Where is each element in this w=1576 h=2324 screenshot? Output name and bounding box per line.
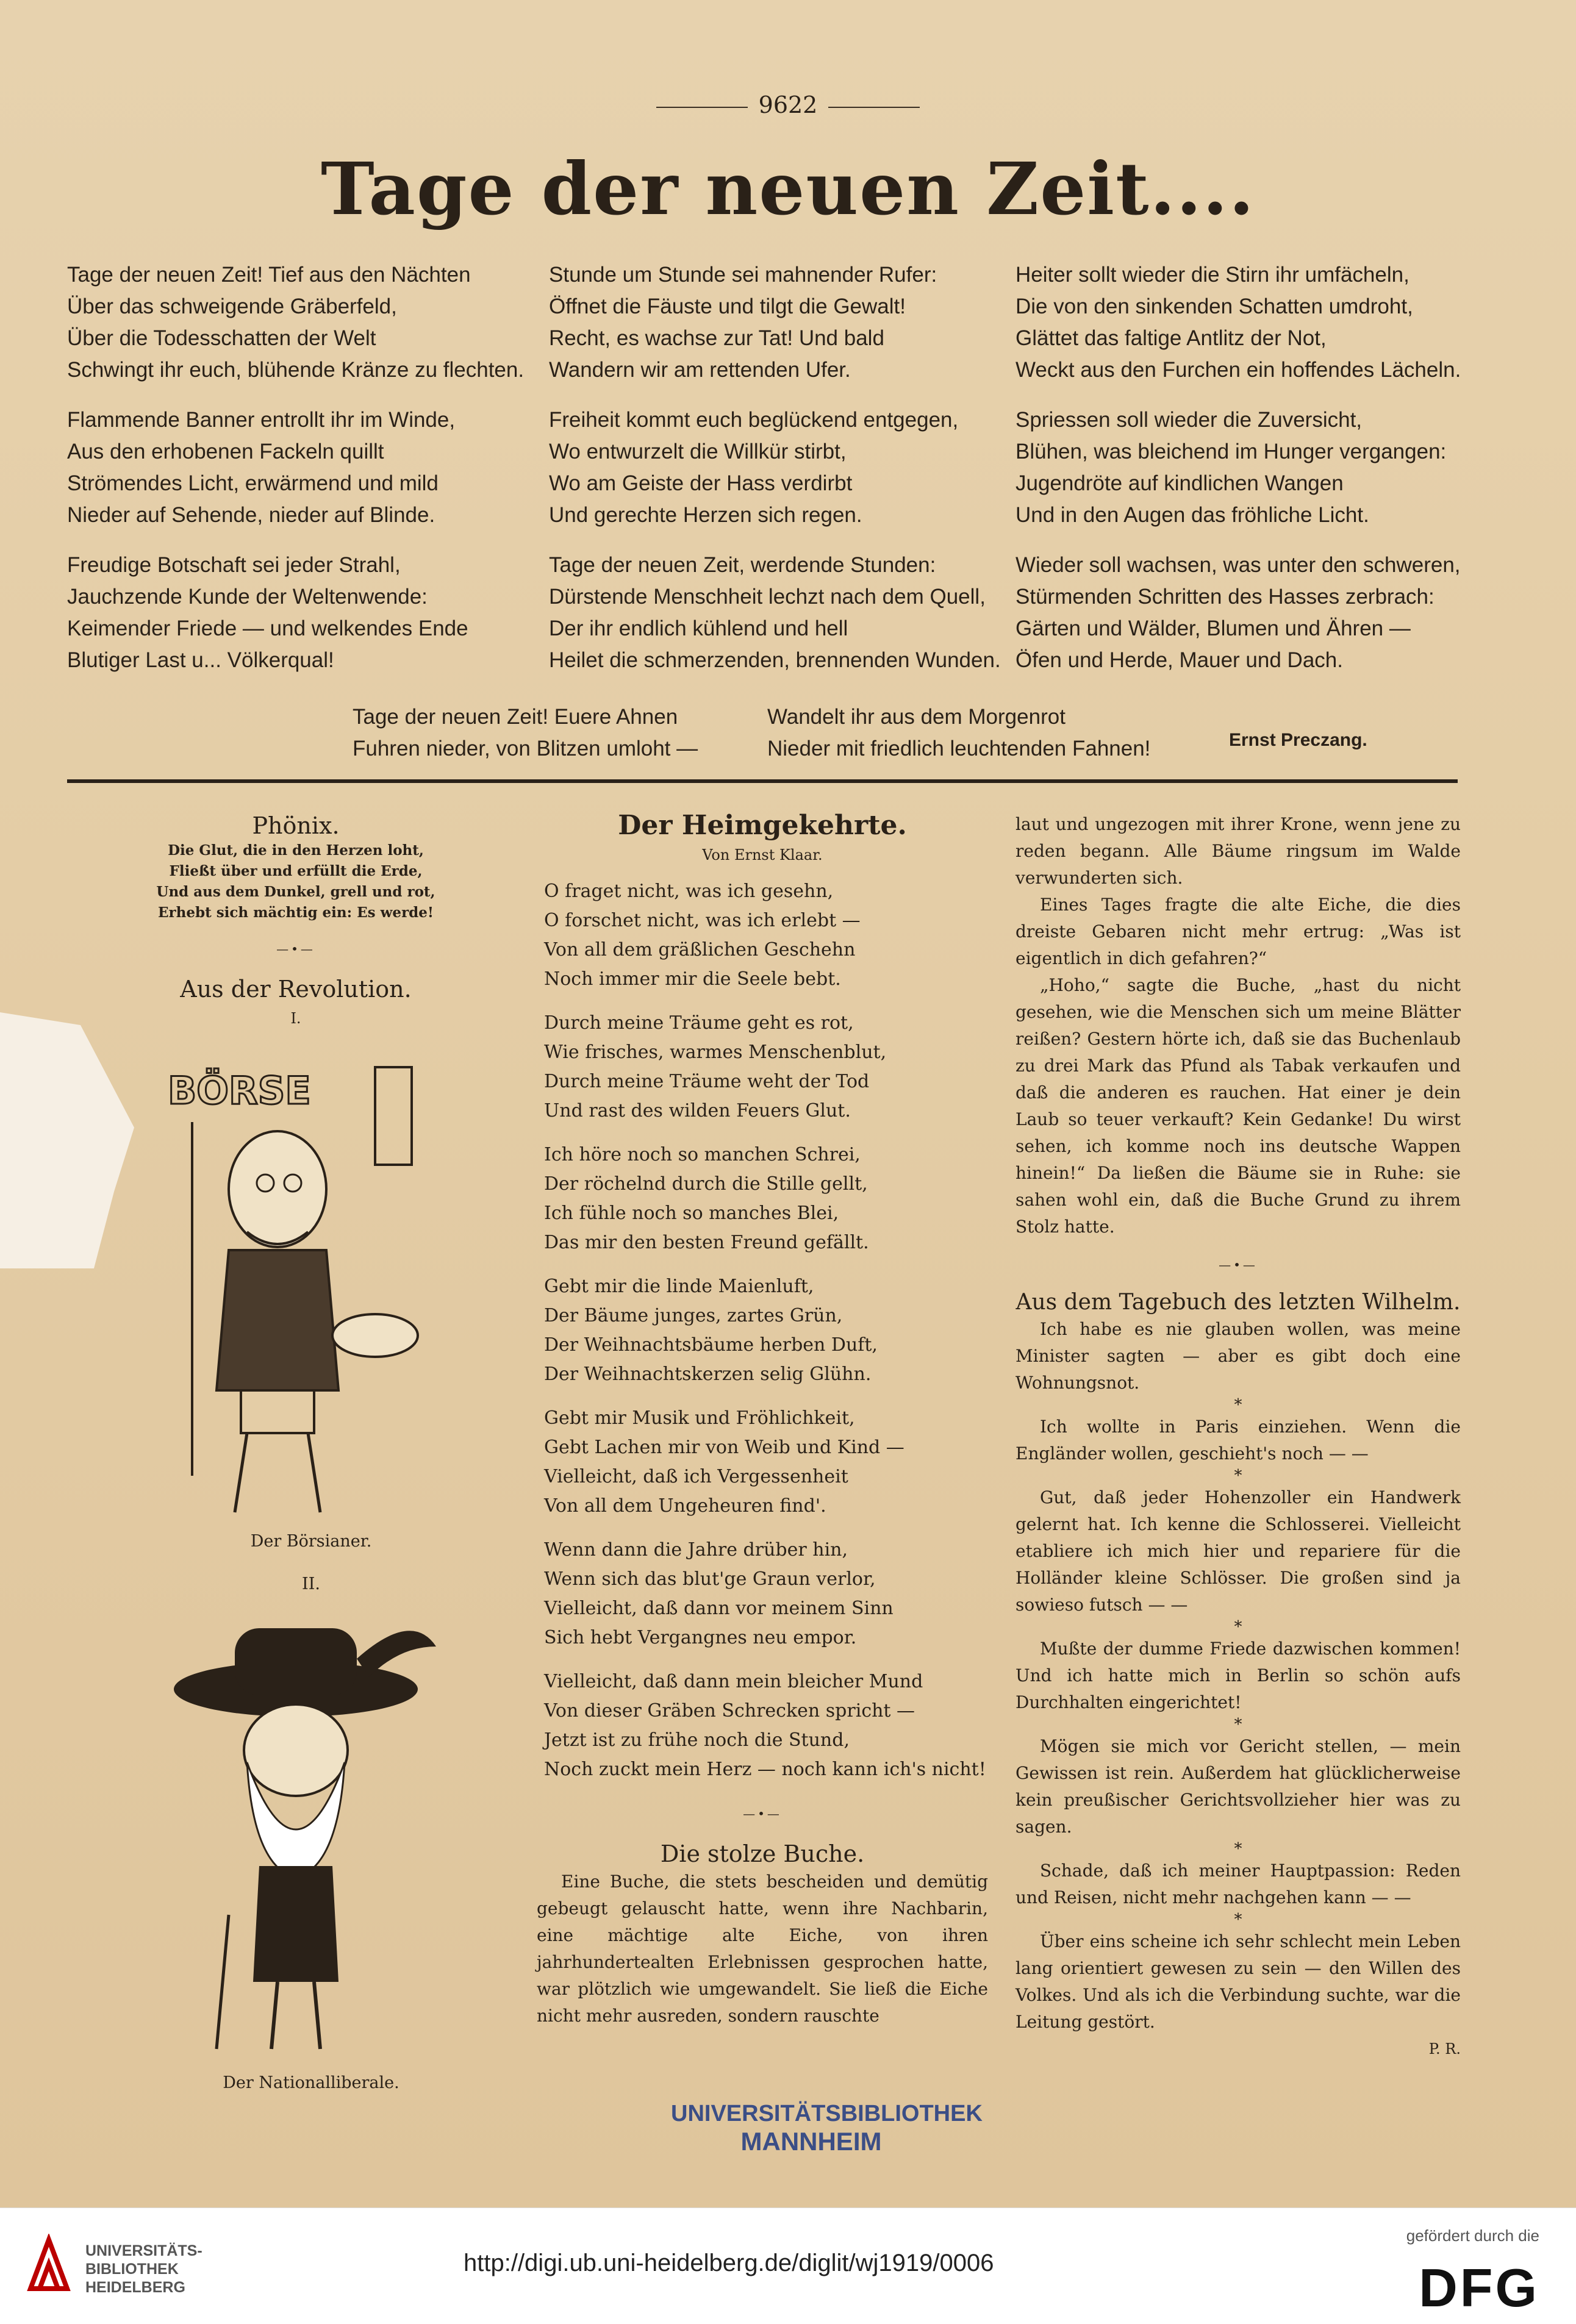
poem-line: Die von den sinkenden Schatten umdroht, [1015,295,1413,318]
poem-author: Ernst Preczang. [1229,730,1367,750]
tagebuch-entry: Gut, daß jeder Hohenzoller ein Handwerk gelernt hat. Ich kenne die Schlosserei. Vielleicht etabliere ich mich hier und repariere für die Holländer kleine Schlösser. Die großen sind ja sowieso futsch — — [1015,1487,1461,1615]
poem-line: Wieder soll wachsen, was unter den schweren, [1015,553,1461,577]
poem-line: Recht, es wachse zur Tat! Und bald [549,326,884,350]
poem-line: Das mir den besten Freund gefällt. [544,1232,869,1253]
poem-stanza [67,404,555,531]
heimgekehrte-stanza [544,1140,988,1257]
poem-stanza [67,259,555,386]
heimgekehrte-poem [544,877,988,1784]
tagebuch-entry: Mußte der dumme Friede dazwischen kommen! Und ich hatte mich in Berlin so schön aufs Durchhalten eingerichtet! [1015,1639,1461,1712]
poem-line: Stürmenden Schritten des Hasses zerbrach: [1015,585,1435,609]
poem-line: Wie frisches, warmes Menschenblut, [544,1042,887,1063]
heimgekehrte-title: Der Heimgekehrte. [618,810,907,841]
poem-line: Jauchzende Kunde der Weltenwende: [67,585,428,609]
revolution-title: Aus der Revolution. [180,976,412,1003]
poem-line: Durch meine Träume geht es rot, [544,1012,854,1034]
ornament-divider: —•— [743,1806,782,1821]
digital-url-link[interactable]: http://digi.ub.uni-heidelberg.de/diglit/wj1919/0006 [464,2250,994,2276]
poem-line: Vielleicht, daß dann mein bleicher Mund [544,1671,923,1692]
heimgekehrte-stanza [544,1272,988,1389]
poem-line: Keimender Friede — und welkendes Ende [67,617,468,640]
tagebuch-entry: Über eins scheine ich sehr schlecht mein Leben lang orientiert gewesen zu sein — den Willen des Volkes. Und als ich die Verbindung suchte, war die Leitung gestört. [1015,1931,1461,2032]
poem-line: Jugendröte auf kindlichen Wangen [1015,471,1344,495]
poem-line: Jetzt ist zu frühe noch die Stund, [544,1729,850,1751]
poem-line: Noch immer mir die Seele bebt. [544,968,841,990]
page-number: 9622 [0,91,1576,118]
middle-column [537,811,988,2029]
poem-line: Stunde um Stunde sei mahnender Rufer: [549,263,937,287]
phoenix-poem: Die Glut, die in den Herzen loht, Fließt über und erfüllt die Erde, Und aus dem Dunkel, grell und rot, Erhebt sich mächtig ein: Es werde! [156,842,435,921]
poem-line: Flammende Banner entrollt ihr im Winde, [67,408,456,432]
poem-line: O forschet nicht, was ich erlebt — [544,910,861,931]
poem-line: Gebt mir Musik und Fröhlichkeit, [544,1407,855,1429]
poem-line: Freiheit kommt euch beglückend entgegen, [549,408,959,432]
poem-line: Über die Todesschatten der Welt [67,326,376,350]
poem-stanza [1015,404,1503,531]
poem-stanza [67,549,555,676]
library-stamp: UNIVERSITÄTSBIBLIOTHEK MANNHEIM [671,2101,983,2156]
cartoon-nationalliberale [156,1610,460,2079]
poem-line: Öffnet die Fäuste und tilgt die Gewalt! [549,295,906,318]
poem-line: Blutiger Last u... Völkerqual! [67,648,334,672]
dfg-logo[interactable]: DFG [1419,2258,1539,2318]
footer-bar [0,2208,1576,2324]
poem-line: O fraget nicht, was ich gesehn, [544,881,834,902]
poem-line: Freudige Botschaft sei jeder Strahl, [67,553,401,577]
heimgekehrte-stanza [544,877,988,994]
poem-closing-left: Tage der neuen Zeit! Euere Ahnen Fuhren nieder, von Blitzen umloht — [353,705,698,760]
funded-by-text: gefördert durch die [1406,2226,1539,2245]
poem-line: Spriessen soll wieder die Zuversicht, [1015,408,1363,432]
boerse-sign-text: BÖRSE [168,1068,311,1113]
poem-line: Von all dem Ungeheuren find'. [544,1495,826,1517]
poem-line: Schwingt ihr euch, blühende Kränze zu flechten. [67,358,525,382]
main-title: Tage der neuen Zeit.... [321,146,1255,231]
asterisk-separator: * [1234,1840,1242,1858]
asterisk-separator: * [1234,1715,1242,1734]
poem-line: Gärten und Wälder, Blumen und Ähren — [1015,617,1411,640]
tagebuch-entry: Mögen sie mich vor Gericht stellen, — mein Gewissen ist rein. Außerdem hat glücklicherweise kein preußischer Gerichtsvollzieher hier was zu sagen. [1015,1736,1461,1837]
poem-stanza [1015,259,1503,386]
section-divider [67,779,1458,783]
university-logo-text[interactable]: UNIVERSITÄTS- BIBLIOTHEK HEIDELBERG [85,2242,202,2296]
poem-line: Wo am Geiste der Hass verdirbt [549,471,853,495]
poem-line: Von dieser Gräben Schrecken spricht — [544,1700,915,1722]
heimgekehrte-stanza [544,1009,988,1126]
poem-stanza [549,549,1037,676]
poem-line: Heiter sollt wieder die Stirn ihr umfächeln, [1015,263,1409,287]
asterisk-separator: * [1234,1396,1242,1414]
roman-numeral-2: II. [302,1575,320,1593]
poem-line: Von all dem gräßlichen Geschehn [544,939,856,960]
tagebuch-entry: Ich habe es nie glauben wollen, was meine Minister sagten — aber es gibt doch eine Wohnungsnot. [1015,1319,1461,1393]
poem-line: Durch meine Träume weht der Tod [544,1071,870,1092]
poem-line: Über das schweigende Gräberfeld, [67,295,397,318]
buche-continued-1: laut und ungezogen mit ihrer Krone, wenn jene zu reden begann. Alle Bäume ringsum im Walde verwunderten sich. [1015,814,1461,888]
poem-line: Vielleicht, daß dann vor meinem Sinn [544,1598,894,1619]
poem-line: Vielleicht, daß ich Vergessenheit [544,1466,848,1487]
poem-line: Noch zuckt mein Herz — noch kann ich's nicht! [544,1759,986,1780]
poem-line: Der Bäume junges, zartes Grün, [544,1305,843,1326]
poem-column-1 [67,259,555,695]
tagebuch-entries [1015,1316,1461,2036]
ornament-divider: —•— [276,942,315,956]
heimgekehrte-byline: Von Ernst Klaar. [702,846,823,863]
heimgekehrte-stanza [544,1404,988,1521]
poem-line: Wenn dann die Jahre drüber hin, [544,1539,848,1561]
caption-boersianer: Der Börsianer. [250,1532,372,1551]
tagebuch-title: Aus dem Tagebuch des letzten Wilhelm. [1015,1290,1461,1315]
poem-line: Wo entwurzelt die Willkür stirbt, [549,440,847,463]
asterisk-separator: * [1234,1467,1242,1485]
heimgekehrte-stanza [544,1667,988,1784]
poem-line: Der Weihnachtsbäume herben Duft, [544,1334,878,1356]
poem-line: Heilet die schmerzenden, brennenden Wunden. [549,648,1001,672]
roman-numeral-1: I. [290,1010,301,1027]
university-logo-icon[interactable] [24,2234,73,2295]
asterisk-separator: * [1234,1618,1242,1636]
buche-continued-3: „Hoho,“ sagte die Buche, „hast du nicht gesehen, wie die Menschen sich um meine Blätter reißen? Gestern hörte ich, daß sie das Buchenlaub zu drei Mark das Pfund als Tabak verkaufen und daß die anderen es rauchen. Hat einer je dein Laub so teuer verkauft? Kein Gedanke! Du wirst sehen, ich komme noch ins deutsche Wappen hinein!“ Da ließen die Bäume sie in Ruhe: sie sahen wohl ein, daß die Buche Grund zu ihrem Stolz hatte. [1015,975,1461,1237]
poem-stanza [1015,549,1503,676]
poem-line: Aus den erhobenen Fackeln quillt [67,440,384,463]
poem-line: Wenn sich das blut'ge Graun verlor, [544,1568,876,1590]
poem-line: Gebt Lachen mir von Weib und Kind — [544,1437,904,1458]
poem-line: Und in den Augen das fröhliche Licht. [1015,503,1369,527]
left-column [125,811,467,1033]
asterisk-separator: * [1234,1911,1242,1929]
poem-line: Öfen und Herde, Mauer und Dach. [1015,648,1343,672]
poem-closing-right: Wandelt ihr aus dem Morgenrot Nieder mit friedlich leuchtenden Fahnen! [767,705,1151,760]
poem-line: Tage der neuen Zeit, werdende Stunden: [549,553,936,577]
poem-line: Wandern wir am rettenden Ufer. [549,358,851,382]
buche-continued-2: Eines Tages fragte die alte Eiche, die dies dreiste Gebaren nicht mehr ertrug: „Was ist eigentlich in dich gefahren?“ [1015,895,1461,968]
poem-stanza [549,259,1037,386]
poem-line: Ich fühle noch so manches Blei, [544,1203,839,1224]
poem-line: Und gerechte Herzen sich regen. [549,503,862,527]
buche-title: Die stolze Buche. [660,1840,865,1867]
poem-line: Und rast des wilden Feuers Glut. [544,1100,851,1121]
poem-line: Strömendes Licht, erwärmend und mild [67,471,439,495]
poem-line: Nieder auf Sehende, nieder auf Blinde. [67,503,435,527]
poem-line: Der ihr endlich kühlend und hell [549,617,848,640]
poem-line: Glättet das faltige Antlitz der Not, [1015,326,1327,350]
phoenix-title: Phönix. [252,812,340,839]
poem-column-3 [1015,259,1503,695]
poem-line: Blühen, was bleichend im Hunger vergangen: [1015,440,1447,463]
poem-stanza [549,404,1037,531]
poem-line: Dürstende Menschheit lechzt nach dem Quell, [549,585,986,609]
right-column [1015,811,1461,2062]
poem-line: Sich hebt Vergangnes neu empor. [544,1627,857,1648]
buche-text: Eine Buche, die stets bescheiden und demütig gebeugt gelauscht hatte, wenn ihre Nachbarin, eine mächtige alte Eiche, von ihren jahrhundertealten Erlebnissen gesprochen hatte, war plötzlich wie umgewandelt. Sie ließ die Eiche nicht mehr ausreden, sondern rauschte [537,1872,988,2026]
poem-line: Der röchelnd durch die Stille gellt, [544,1173,868,1195]
poem-line: Ich höre noch so manchen Schrei, [544,1144,861,1165]
poem-column-2 [549,259,1037,695]
ornament-divider: —•— [1219,1257,1258,1272]
tagebuch-entry: Ich wollte in Paris einziehen. Wenn die Engländer wollen, geschieht's noch — — [1015,1417,1461,1464]
tagebuch-entry: Schade, daß ich meiner Hauptpassion: Reden und Reisen, nicht mehr nachgehen kann — — [1015,1861,1461,1907]
heimgekehrte-stanza [544,1536,988,1653]
torn-edge [0,1012,134,1268]
signature: P. R. [1428,2040,1461,2058]
poem-line: Tage der neuen Zeit! Tief aus den Nächten [67,263,471,287]
poem-line: Weckt aus den Furchen ein hoffendes Lächeln. [1015,358,1461,382]
caption-nationalliberale: Der Nationalliberale. [223,2073,399,2092]
poem-line: Der Weihnachtskerzen selig Glühn. [544,1364,872,1385]
cartoon-boersianer [156,1049,460,1537]
poem-line: Gebt mir die linde Maienluft, [544,1276,814,1297]
